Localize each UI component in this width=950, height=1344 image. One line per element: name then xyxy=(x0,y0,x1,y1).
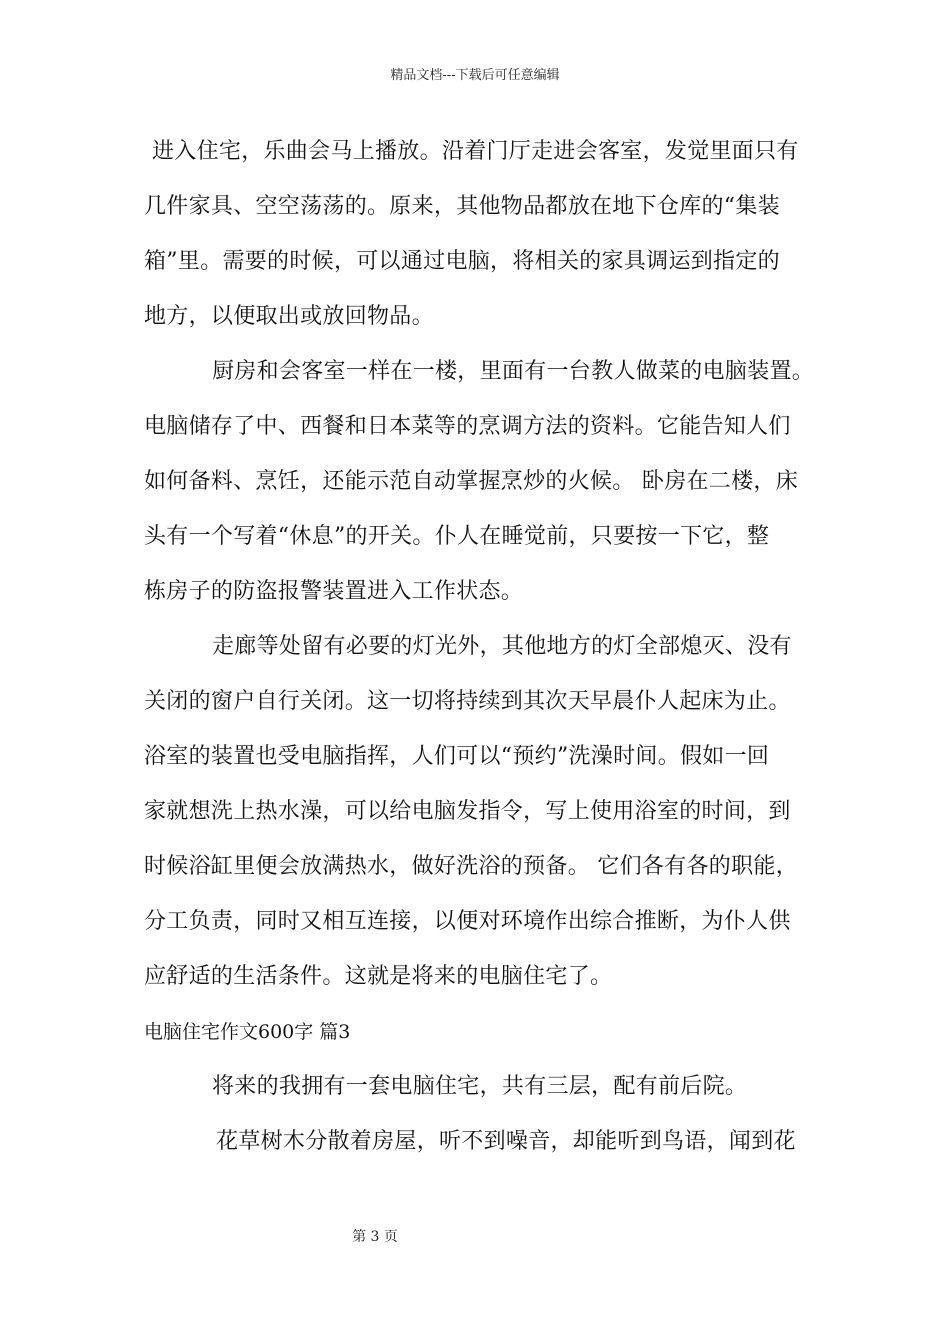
text-line: 花草树木分散着房屋，听不到噪音，却能听到鸟语，闻到花 xyxy=(216,1129,796,1154)
paragraph xyxy=(144,623,808,1008)
text-line: 如何备料、烹饪，还能示范自动掌握烹炒的火候。 卧房在二楼，床 xyxy=(144,469,798,494)
text-line: 家就想洗上热水澡，可以给电脑发指令，写上使用浴室的时间，到 xyxy=(144,799,791,824)
text-line: 电脑储存了中、西餐和日本菜等的烹调方法的资料。它能告知人们 xyxy=(144,414,791,439)
text-line: 将来的我拥有一套电脑住宅，共有三层，配有前后院。 xyxy=(212,1074,748,1099)
paragraph xyxy=(144,128,808,348)
paragraph xyxy=(144,348,815,623)
text-line: 厨房和会客室一样在一楼，里面有一台教人做菜的电脑装置。 xyxy=(212,359,815,384)
text-line: 应舒适的生活条件。这就是将来的电脑住宅了。 xyxy=(144,964,613,989)
text-line: 地方，以便取出或放回物品。 xyxy=(144,304,434,329)
text-line: 进入住宅，乐曲会马上播放。沿着门厅走进会客室，发觉里面只有 xyxy=(152,139,799,164)
text-line: 箱”里。需要的时候，可以通过电脑，将相关的家具调运到指定的 xyxy=(144,249,780,274)
text-line: 时候浴缸里便会放满热水，做好洗浴的预备。 它们各有各的职能， xyxy=(144,854,798,879)
page-footer: 第 3 页 xyxy=(352,1229,398,1245)
section-heading: 电脑住宅作文600字 篇3 xyxy=(144,1021,351,1043)
text-line: 栋房子的防盗报警装置进入工作状态。 xyxy=(144,579,524,604)
document-body xyxy=(144,128,815,1173)
text-line: 头有一个写着“休息”的开关。仆人在睡觉前，只要按一下它，整 xyxy=(144,524,770,549)
text-line: 分工负责，同时又相互连接，以便对环境作出综合推断，为仆人供 xyxy=(144,909,791,934)
page-header: 精品文档---下载后可任意编辑 xyxy=(390,68,560,83)
text-line: 走廊等处留有必要的灯光外，其他地方的灯全部熄灭、没有 xyxy=(212,634,792,659)
text-line: 浴室的装置也受电脑指挥，人们可以“预约”洗澡时间。假如一回 xyxy=(144,744,770,769)
text-line: 关闭的窗户自行关闭。这一切将持续到其次天早晨仆人起床为止。 xyxy=(144,689,791,714)
text-line: 几件家具、空空荡荡的。原来，其他物品都放在地下仓库的“集装 xyxy=(144,194,780,219)
